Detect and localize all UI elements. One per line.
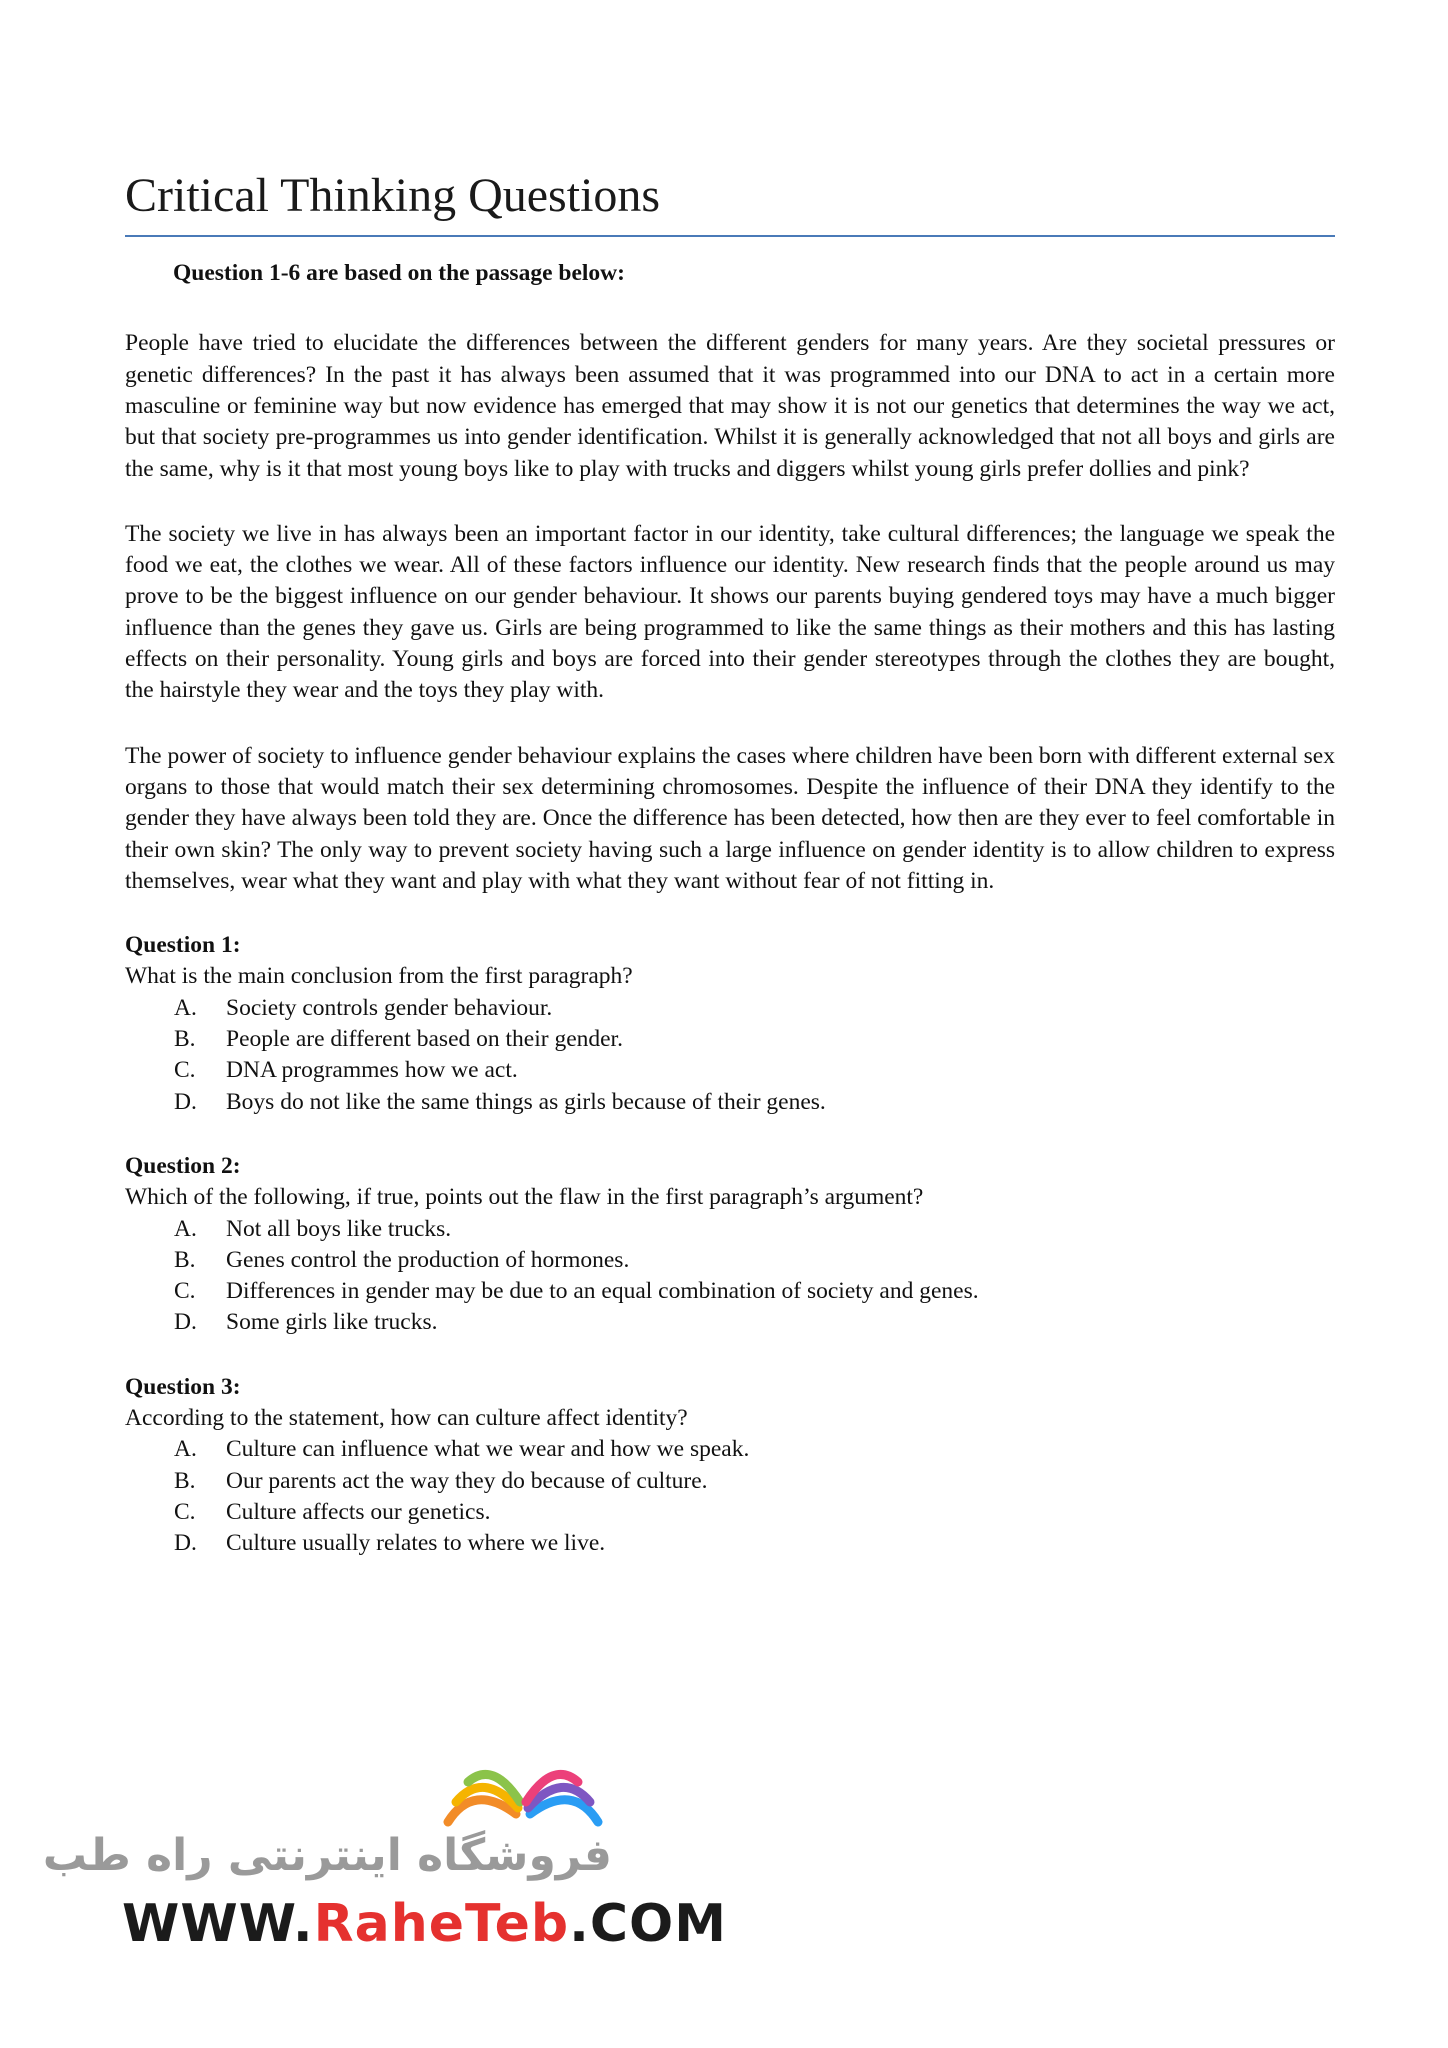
option-letter: C. bbox=[174, 1278, 196, 1305]
document-page bbox=[125, 168, 1335, 1559]
question-1 bbox=[125, 930, 1335, 1118]
passage-paragraph-2: The society we live in has always been an important factor in our identity, take cultural differences; the language we speak the food we eat, the clothes we wear. All of these factors influence our identity. New research finds that the people around us may prove to be the biggest influence on our gender behaviour. It shows our parents buying gendered toys may have a much bigger influence than the genes they gave us. Girls are being programmed to like the same things as their mothers and this has lasting effects on their personality. Young girls and boys are forced into their gender stereotypes through the clothes they are bought, the hairstyle they wear and the toys they play with. bbox=[125, 520, 1335, 704]
option-text: Not all boys like trucks. bbox=[226, 1215, 452, 1242]
passage bbox=[125, 328, 1335, 897]
option-letter: C. bbox=[174, 1057, 196, 1084]
option-letter: D. bbox=[174, 1088, 197, 1115]
raheteb-logo bbox=[42, 1752, 727, 1962]
page-title: Critical Thinking Questions bbox=[125, 168, 1335, 237]
option-text: Culture can influence what we wear and how we speak. bbox=[226, 1436, 750, 1463]
answer-options bbox=[125, 1214, 1335, 1339]
option-text: Boys do not like the same things as girls because of their genes. bbox=[226, 1088, 826, 1115]
option-text: Our parents act the way they do because of culture. bbox=[226, 1467, 708, 1494]
answer-option bbox=[174, 1245, 1335, 1276]
option-text: Differences in gender may be due to an equal combination of society and genes. bbox=[226, 1278, 979, 1305]
option-text: Genes control the production of hormones. bbox=[226, 1246, 630, 1273]
answer-option bbox=[174, 1024, 1335, 1055]
option-letter: C. bbox=[174, 1498, 196, 1525]
logo-url-suffix: .COM bbox=[569, 1894, 727, 1954]
passage-paragraph-1: People have tried to elucidate the differences between the different genders for many years. Are they societal pressures or genetic differences? In the past it has always been assumed that it was programmed into our DNA to act in a certain more masculine or feminine way but now evidence has emerged that may show it is not our genetics that determines the way we act, but that society pre-programmes us into gender identification. Whilst it is generally acknowledged that not all boys and girls are the same, why is it that most young boys like to play with trucks and diggers whilst young girls prefer dollies and pink? bbox=[125, 330, 1335, 482]
answer-option bbox=[174, 1466, 1335, 1497]
option-letter: A. bbox=[174, 994, 197, 1021]
option-letter: B. bbox=[174, 1246, 196, 1273]
question-prompt: Which of the following, if true, points out the flaw in the first paragraph’s argument? bbox=[125, 1184, 924, 1211]
question-prompt: According to the statement, how can culture affect identity? bbox=[125, 1404, 688, 1431]
answer-option bbox=[174, 1087, 1335, 1118]
logo-url bbox=[122, 1894, 727, 1954]
answer-option bbox=[174, 1497, 1335, 1528]
logo-url-brand: RaheTeb bbox=[313, 1894, 570, 1954]
option-letter: D. bbox=[174, 1309, 197, 1336]
answer-option bbox=[174, 1276, 1335, 1307]
question-label: Question 3: bbox=[125, 1373, 241, 1400]
answer-options bbox=[125, 1434, 1335, 1559]
passage-intro: Question 1-6 are based on the passage below: bbox=[173, 260, 625, 287]
answer-option bbox=[174, 1055, 1335, 1086]
answer-option bbox=[174, 1528, 1335, 1559]
option-letter: B. bbox=[174, 1026, 196, 1053]
logo-url-prefix: WWW. bbox=[122, 1894, 314, 1954]
question-3 bbox=[125, 1372, 1335, 1560]
option-text: People are different based on their gender. bbox=[226, 1026, 623, 1053]
answer-options bbox=[125, 993, 1335, 1118]
answer-option bbox=[174, 993, 1335, 1024]
option-letter: A. bbox=[174, 1436, 197, 1463]
option-letter: D. bbox=[174, 1530, 197, 1557]
option-text: Culture affects our genetics. bbox=[226, 1498, 491, 1525]
answer-option bbox=[174, 1307, 1335, 1338]
option-text: Some girls like trucks. bbox=[226, 1309, 438, 1336]
question-2 bbox=[125, 1151, 1335, 1339]
option-text: Society controls gender behaviour. bbox=[226, 994, 553, 1021]
logo-persian-text: فروشگاه اینترنتی راه طب bbox=[42, 1830, 612, 1881]
answer-option bbox=[174, 1434, 1335, 1465]
passage-paragraph-3: The power of society to influence gender behaviour explains the cases where children have been born with different external sex organs to those that would match their sex determining chromosomes. Despite the influence of their DNA they identify to the gender they have always been told they are. Once the difference has been detected, how then are they ever to feel comfortable in their own skin? The only way to prevent society having such a large influence on gender identity is to allow children to express themselves, wear what they want and play with what they want without fear of not fitting in. bbox=[125, 742, 1335, 894]
option-text: Culture usually relates to where we live. bbox=[226, 1530, 606, 1557]
option-text: DNA programmes how we act. bbox=[226, 1057, 518, 1084]
question-label: Question 1: bbox=[125, 932, 241, 959]
option-letter: A. bbox=[174, 1215, 197, 1242]
question-label: Question 2: bbox=[125, 1152, 241, 1179]
answer-option bbox=[174, 1214, 1335, 1245]
option-letter: B. bbox=[174, 1467, 196, 1494]
question-prompt: What is the main conclusion from the first paragraph? bbox=[125, 963, 633, 990]
book-arcs-icon bbox=[438, 1752, 608, 1832]
